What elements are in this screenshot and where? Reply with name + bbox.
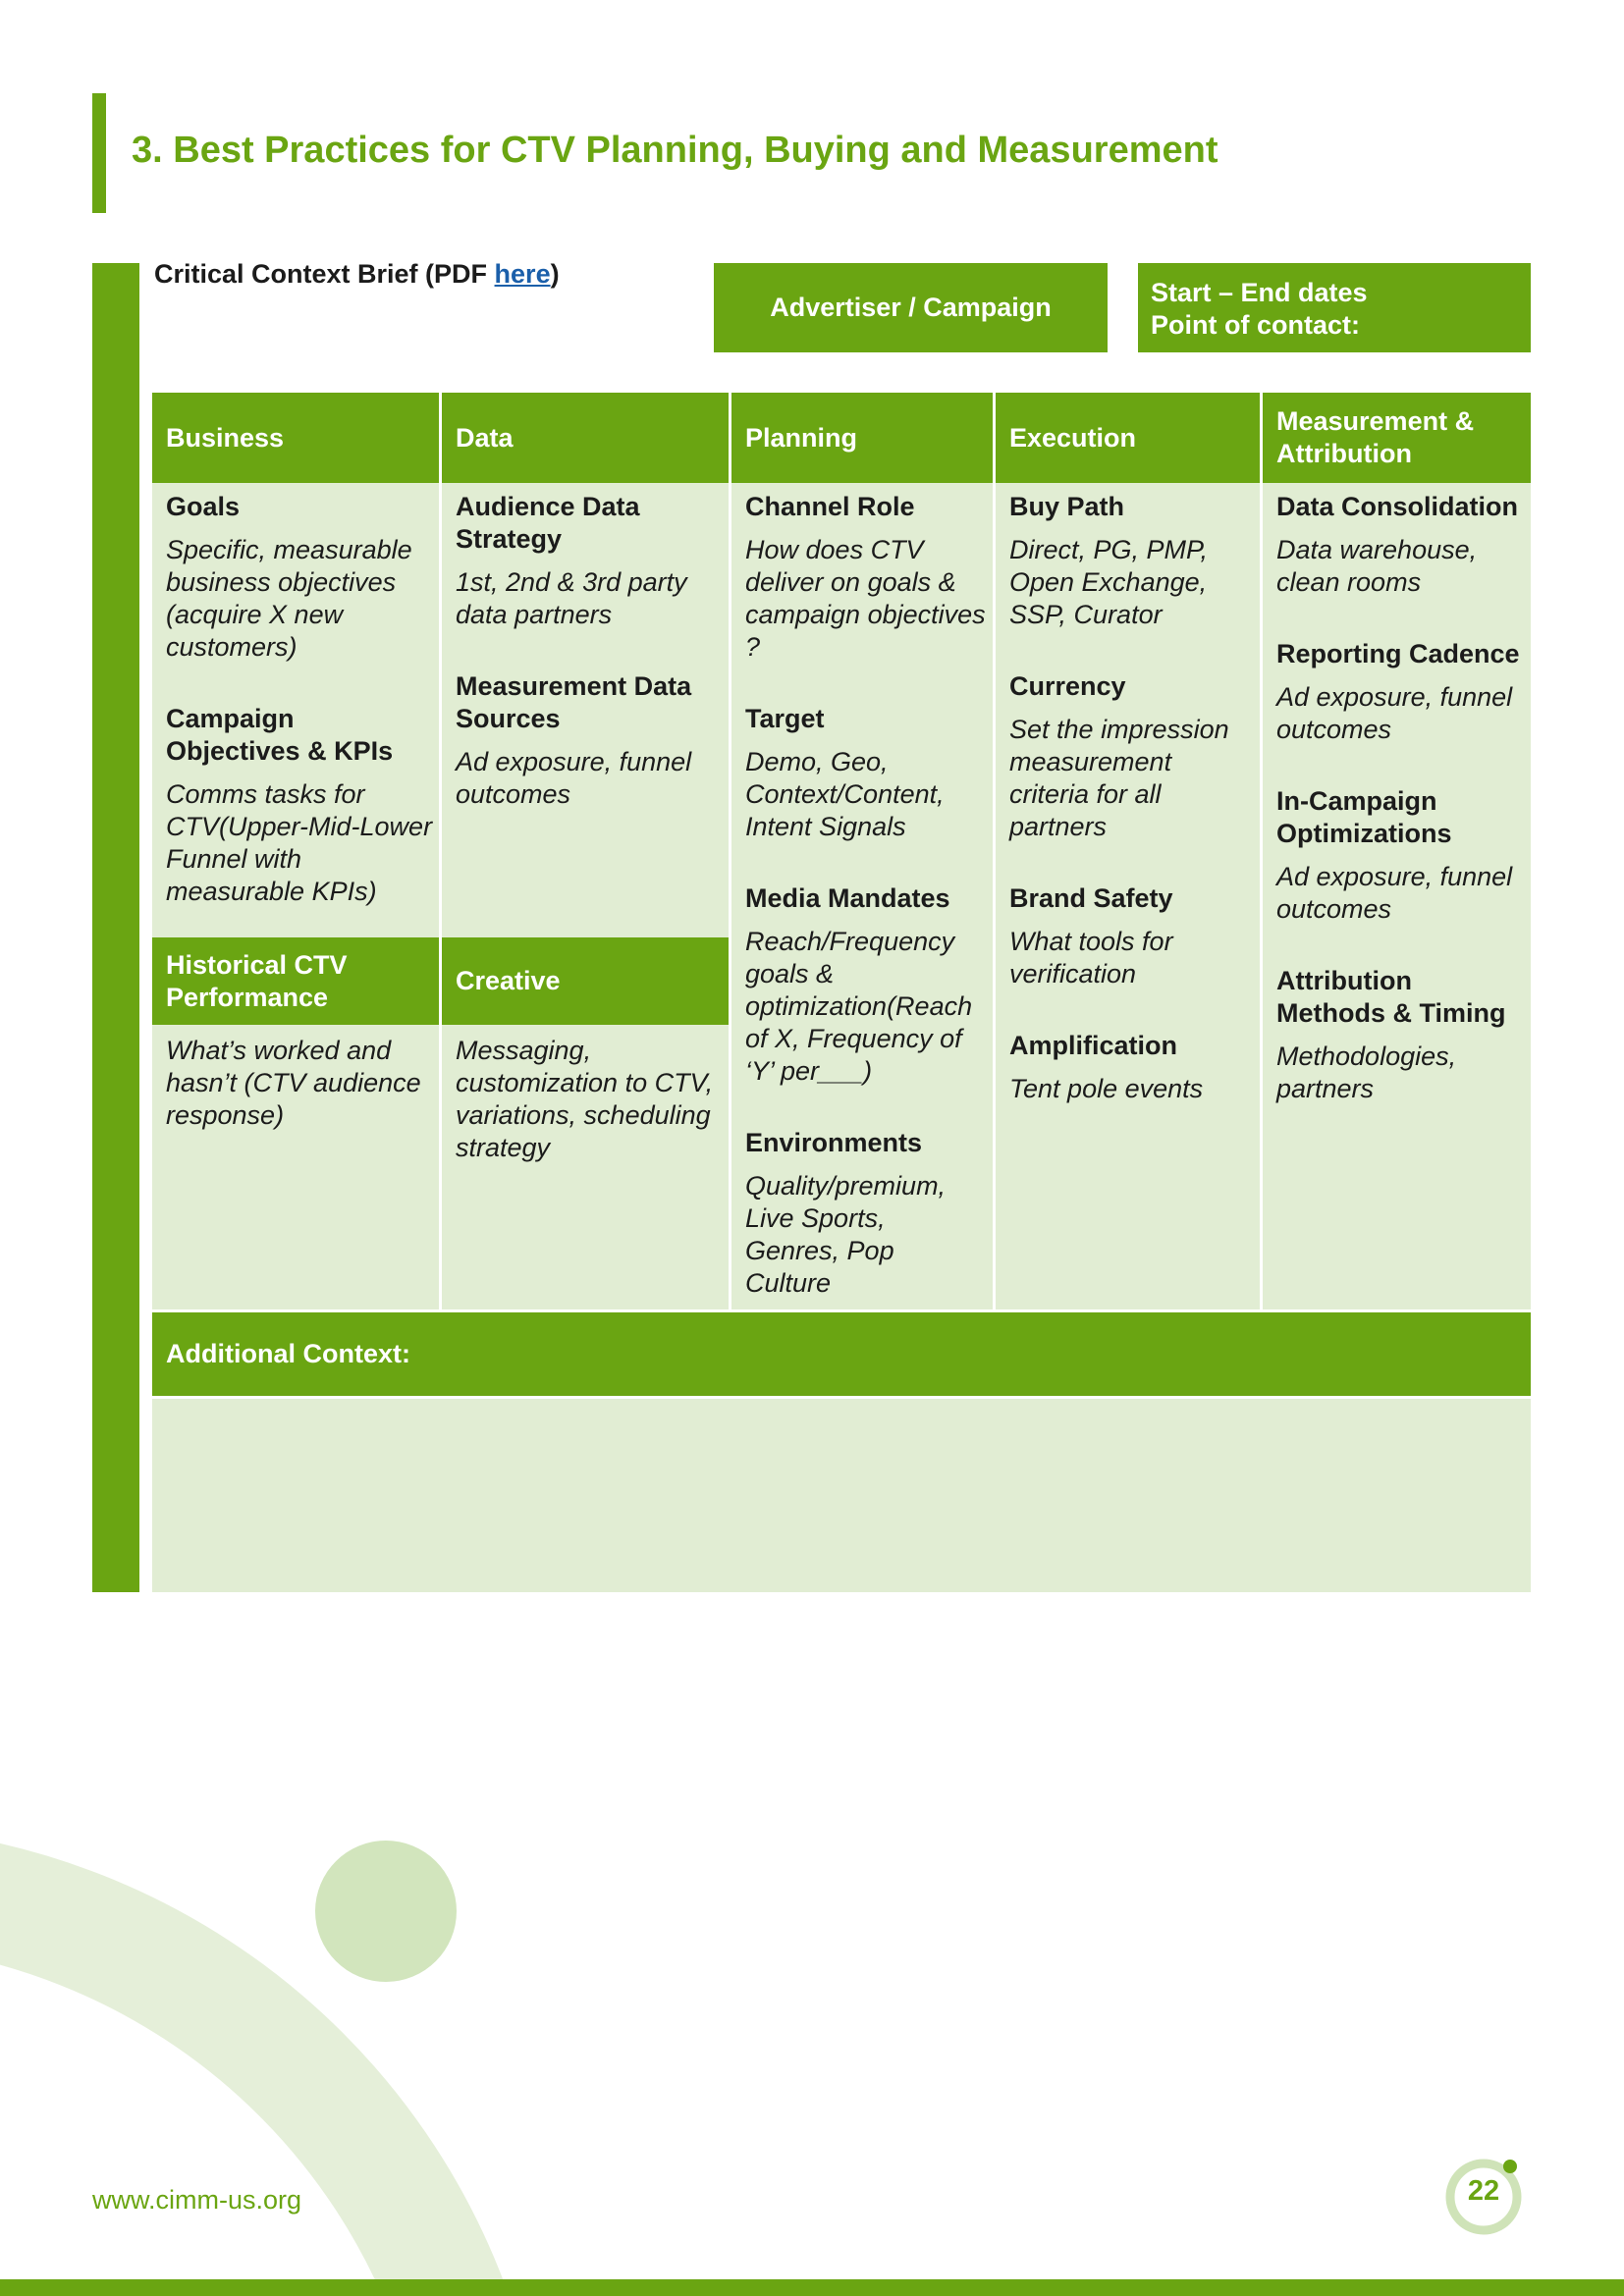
section-title: In-Campaign Optimizations (1276, 786, 1452, 848)
section-desc: Reach/Frequency goals & optimization(Reach of X, Frequency of ‘Y’ per___) (745, 927, 973, 1086)
page-number: 22 (1467, 2175, 1500, 2207)
brief-pdf-link[interactable]: here (494, 259, 551, 289)
section-desc: Demo, Geo, Context/Content, Intent Signals (745, 747, 945, 841)
column-planning (731, 393, 993, 1309)
section-desc: What tools for verification (1009, 927, 1173, 988)
section (1009, 670, 1254, 843)
section-desc: Ad exposure, funnel outcomes (1276, 862, 1513, 924)
section (745, 491, 987, 664)
critical-context-brief (154, 259, 560, 290)
section-title: Reporting Cadence (1276, 639, 1520, 668)
additional-context-panel (152, 1399, 1531, 1592)
section (1009, 1030, 1254, 1105)
section (1276, 638, 1525, 746)
column-business (152, 393, 439, 1309)
column-measurement-attribution (1263, 393, 1531, 1309)
column-execution (996, 393, 1260, 1309)
section (1009, 491, 1254, 631)
column-header: Business (152, 393, 439, 483)
section-desc: Ad exposure, funnel outcomes (456, 747, 692, 809)
section-desc: Data warehouse, clean rooms (1276, 535, 1478, 597)
section-title: Data Consolidation (1276, 492, 1519, 521)
section-title: Amplification (1009, 1031, 1178, 1060)
section-desc: Ad exposure, funnel outcomes (1276, 682, 1513, 744)
section (745, 1127, 987, 1300)
brief-prefix: Critical Context Brief (PDF (154, 259, 495, 289)
footer-accent-bar (0, 2279, 1624, 2296)
section (456, 670, 723, 811)
section-title: Buy Path (1009, 492, 1125, 521)
section-title: Target (745, 704, 825, 733)
column-header: Planning (731, 393, 993, 483)
section-desc: How does CTV deliver on goals & campaign objectives ? (745, 535, 986, 662)
sub-desc: Messaging, customization to CTV, variations, scheduling strategy (456, 1036, 714, 1162)
advertiser-campaign-label: Advertiser / Campaign (770, 293, 1052, 322)
footer-url: www.cimm-us.org (92, 2185, 302, 2215)
section-desc: Quality/premium, Live Sports, Genres, Pop Culture (745, 1171, 947, 1298)
page-title: 3. Best Practices for CTV Planning, Buying and Measurement (132, 130, 1218, 171)
section (456, 491, 723, 631)
section-title: Audience Data Strategy (456, 492, 640, 554)
section (166, 491, 433, 664)
section-desc: Tent pole events (1009, 1074, 1204, 1103)
section-title: Media Mandates (745, 883, 950, 913)
section-title: Channel Role (745, 492, 915, 521)
sub-header-creative: Creative (442, 937, 729, 1025)
section-title: Attribution Methods & Timing (1276, 966, 1506, 1028)
section-desc: 1st, 2nd & 3rd party data partners (456, 567, 687, 629)
section (745, 703, 987, 843)
section-title: Environments (745, 1128, 923, 1157)
section-title: Brand Safety (1009, 883, 1173, 913)
section (1009, 882, 1254, 990)
additional-context-header (152, 1312, 1531, 1396)
sub-desc: What’s worked and hasn’t (CTV audience response) (166, 1036, 421, 1130)
contact-label: Point of contact: (1151, 310, 1360, 340)
section (1276, 491, 1525, 599)
section-title: Goals (166, 492, 241, 521)
title-accent-bar (92, 93, 106, 213)
brief-suffix: ) (550, 259, 560, 289)
section-desc: Methodologies, partners (1276, 1041, 1457, 1103)
section-title: Campaign Objectives & KPIs (166, 704, 394, 766)
additional-context-label: Additional Context: (166, 1339, 410, 1368)
section-desc: Direct, PG, PMP, Open Exchange, SSP, Curator (1009, 535, 1209, 629)
side-accent-band (92, 263, 139, 1592)
sub-header-historical: Historical CTV Performance (152, 937, 439, 1025)
column-header: Data (442, 393, 729, 483)
section (1276, 785, 1525, 926)
advertiser-campaign-box (714, 263, 1108, 352)
column-header: Execution (996, 393, 1260, 483)
section (166, 703, 433, 908)
section-title: Currency (1009, 671, 1126, 701)
section-desc: Comms tasks for CTV(Upper-Mid-Lower Funnel with measurable KPIs) (166, 779, 433, 906)
section-desc: Set the impression measurement criteria for all partners (1009, 715, 1229, 841)
brief-grid (152, 393, 1531, 1309)
section-desc: Specific, measurable business objectives (acquire X new customers) (166, 535, 412, 662)
section-title: Measurement Data Sources (456, 671, 692, 733)
section (1276, 965, 1525, 1105)
column-header: Measurement & Attribution (1263, 393, 1531, 483)
section (745, 882, 987, 1088)
dates-label: Start – End dates (1151, 278, 1368, 307)
column-data (442, 393, 729, 1309)
dates-contact-box (1138, 263, 1531, 352)
